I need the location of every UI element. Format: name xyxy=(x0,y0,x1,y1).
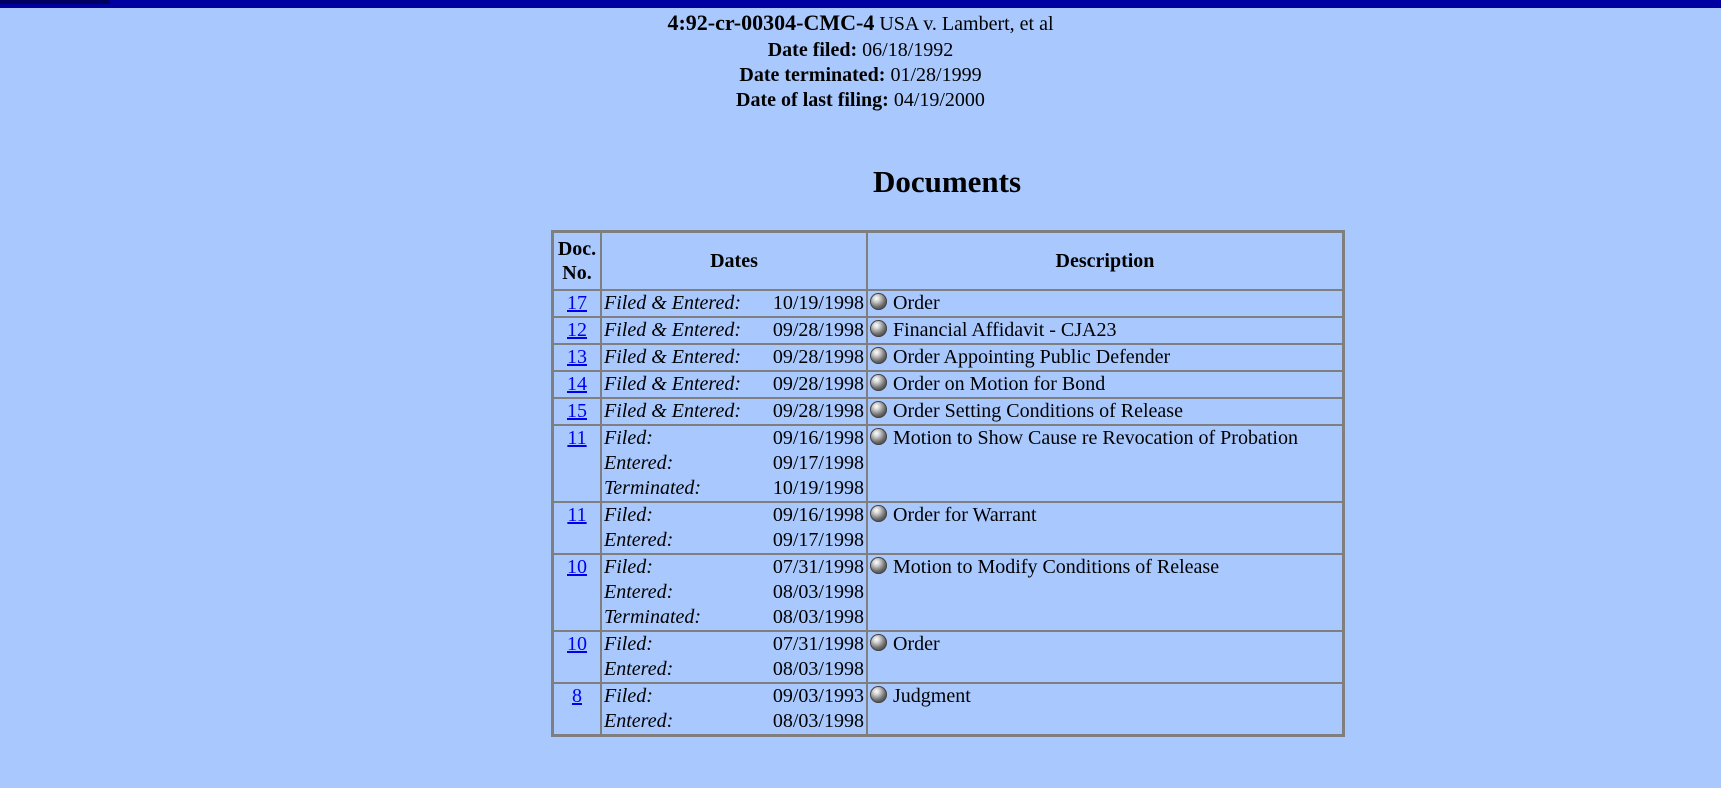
description-cell xyxy=(867,631,1343,683)
description-cell xyxy=(867,425,1343,502)
date-terminated-value: 01/28/1999 xyxy=(890,64,982,86)
date-label: Filed & Entered: xyxy=(604,346,741,368)
globe-icon[interactable] xyxy=(870,293,887,310)
doc-no-cell xyxy=(553,371,601,398)
date-entry xyxy=(604,291,864,316)
doc-number-link[interactable]: 11 xyxy=(567,427,587,449)
description-cell xyxy=(867,683,1343,735)
table-row xyxy=(553,554,1343,631)
date-entry xyxy=(604,555,864,580)
date-value: 08/03/1998 xyxy=(772,658,864,680)
date-value: 09/28/1998 xyxy=(772,319,864,341)
documents-table-header-row xyxy=(553,232,1343,290)
date-entry xyxy=(604,657,864,682)
globe-icon[interactable] xyxy=(870,557,887,574)
date-label: Filed: xyxy=(604,685,653,707)
date-entry xyxy=(604,632,864,657)
table-row xyxy=(553,683,1343,735)
description-cell xyxy=(867,398,1343,425)
date-entry xyxy=(604,580,864,605)
date-label: Filed & Entered: xyxy=(604,292,741,314)
date-terminated-line xyxy=(0,63,1721,88)
date-label: Filed: xyxy=(604,556,653,578)
doc-no-cell xyxy=(553,398,601,425)
dates-cell xyxy=(601,290,867,317)
globe-icon[interactable] xyxy=(870,634,887,651)
date-value: 08/03/1998 xyxy=(772,606,864,628)
date-entry xyxy=(604,451,864,476)
date-label: Entered: xyxy=(604,452,674,474)
doc-no-cell xyxy=(553,683,601,735)
table-row xyxy=(553,344,1343,371)
date-value: 09/03/1993 xyxy=(772,685,864,707)
doc-number-link[interactable]: 11 xyxy=(567,504,587,526)
doc-number-link[interactable]: 13 xyxy=(567,346,587,368)
globe-icon[interactable] xyxy=(870,374,887,391)
date-value: 09/17/1998 xyxy=(772,529,864,551)
column-header-doc-no: Doc. No. xyxy=(553,232,601,290)
date-last-filing-line xyxy=(0,88,1721,113)
date-value: 09/28/1998 xyxy=(772,400,864,422)
date-label: Entered: xyxy=(604,581,674,603)
date-value: 10/19/1998 xyxy=(772,292,864,314)
doc-no-cell xyxy=(553,425,601,502)
dates-cell xyxy=(601,502,867,554)
doc-number-link[interactable]: 15 xyxy=(567,400,587,422)
date-label: Filed & Entered: xyxy=(604,400,741,422)
globe-icon[interactable] xyxy=(870,505,887,522)
dates-cell xyxy=(601,398,867,425)
description-text: Order on Motion for Bond xyxy=(893,373,1106,395)
description-cell xyxy=(867,317,1343,344)
date-value: 09/28/1998 xyxy=(772,373,864,395)
doc-no-cell xyxy=(553,554,601,631)
doc-no-cell xyxy=(553,502,601,554)
table-row xyxy=(553,502,1343,554)
date-label: Entered: xyxy=(604,658,674,680)
doc-number-link[interactable]: 8 xyxy=(572,685,582,707)
date-filed-value: 06/18/1992 xyxy=(862,39,954,61)
doc-number-link[interactable]: 12 xyxy=(567,319,587,341)
date-label: Entered: xyxy=(604,529,674,551)
date-entry xyxy=(604,318,864,343)
case-line xyxy=(0,9,1721,38)
globe-icon[interactable] xyxy=(870,428,887,445)
case-header xyxy=(0,9,1721,113)
top-banner-corner xyxy=(0,0,110,4)
documents-table-body xyxy=(553,290,1343,735)
date-value: 07/31/1998 xyxy=(772,556,864,578)
table-row xyxy=(553,425,1343,502)
description-cell xyxy=(867,344,1343,371)
date-entry xyxy=(604,399,864,424)
description-text: Order xyxy=(893,633,940,655)
doc-no-cell xyxy=(553,317,601,344)
documents-heading: Documents xyxy=(872,164,1022,199)
date-entry xyxy=(604,709,864,734)
description-text: Order for Warrant xyxy=(893,504,1037,526)
date-label: Filed & Entered: xyxy=(604,319,741,341)
date-value: 07/31/1998 xyxy=(772,633,864,655)
date-entry xyxy=(604,476,864,501)
description-cell xyxy=(867,371,1343,398)
column-header-dates: Dates xyxy=(601,232,867,290)
table-row xyxy=(553,317,1343,344)
dates-cell xyxy=(601,425,867,502)
description-cell xyxy=(867,502,1343,554)
description-text: Order Setting Conditions of Release xyxy=(893,400,1183,422)
case-number: 4:92-cr-00304-CMC-4 xyxy=(667,10,875,35)
table-row xyxy=(553,371,1343,398)
globe-icon[interactable] xyxy=(870,347,887,364)
dates-cell xyxy=(601,554,867,631)
date-entry xyxy=(604,528,864,553)
date-label: Filed & Entered: xyxy=(604,373,741,395)
date-entry xyxy=(604,605,864,630)
date-terminated-label: Date terminated: xyxy=(739,64,886,86)
doc-no-cell xyxy=(553,631,601,683)
date-value: 10/19/1998 xyxy=(772,477,864,499)
date-entry xyxy=(604,684,864,709)
date-label: Filed: xyxy=(604,427,653,449)
date-label: Filed: xyxy=(604,504,653,526)
table-row xyxy=(553,398,1343,425)
dates-cell xyxy=(601,371,867,398)
date-last-filing-value: 04/19/2000 xyxy=(893,89,985,111)
date-value: 09/16/1998 xyxy=(772,504,864,526)
date-value: 09/17/1998 xyxy=(772,452,864,474)
doc-no-cell xyxy=(553,344,601,371)
dates-cell xyxy=(601,344,867,371)
globe-icon[interactable] xyxy=(870,320,887,337)
description-text: Financial Affidavit - CJA23 xyxy=(893,319,1117,341)
date-entry xyxy=(604,345,864,370)
date-value: 09/16/1998 xyxy=(772,427,864,449)
top-banner-bar xyxy=(0,0,1721,8)
date-filed-label: Date filed: xyxy=(767,39,858,61)
description-text: Judgment xyxy=(893,685,971,707)
date-entry xyxy=(604,503,864,528)
date-value: 08/03/1998 xyxy=(772,710,864,732)
date-label: Terminated: xyxy=(604,477,702,499)
dates-cell xyxy=(601,631,867,683)
description-text: Motion to Modify Conditions of Release xyxy=(893,556,1220,578)
table-row xyxy=(553,290,1343,317)
doc-no-cell xyxy=(553,290,601,317)
documents-table xyxy=(551,230,1345,737)
doc-number-link[interactable]: 17 xyxy=(567,292,587,314)
table-row xyxy=(553,631,1343,683)
globe-icon[interactable] xyxy=(870,401,887,418)
doc-number-link[interactable]: 10 xyxy=(567,556,587,578)
globe-icon[interactable] xyxy=(870,686,887,703)
column-header-description: Description xyxy=(867,232,1343,290)
case-title: USA v. Lambert, et al xyxy=(879,13,1054,35)
date-value: 09/28/1998 xyxy=(772,346,864,368)
date-filed-line xyxy=(0,38,1721,63)
date-last-filing-label: Date of last filing: xyxy=(736,89,889,111)
description-text: Order Appointing Public Defender xyxy=(893,346,1171,368)
date-label: Entered: xyxy=(604,710,674,732)
date-entry xyxy=(604,372,864,397)
date-entry xyxy=(604,426,864,451)
description-cell xyxy=(867,290,1343,317)
date-label: Terminated: xyxy=(604,606,702,628)
doc-number-link[interactable]: 14 xyxy=(567,373,587,395)
description-text: Order xyxy=(893,292,940,314)
dates-cell xyxy=(601,317,867,344)
description-cell xyxy=(867,554,1343,631)
dates-cell xyxy=(601,683,867,735)
doc-number-link[interactable]: 10 xyxy=(567,633,587,655)
description-text: Motion to Show Cause re Revocation of Probation xyxy=(893,427,1298,449)
date-value: 08/03/1998 xyxy=(772,581,864,603)
date-label: Filed: xyxy=(604,633,653,655)
